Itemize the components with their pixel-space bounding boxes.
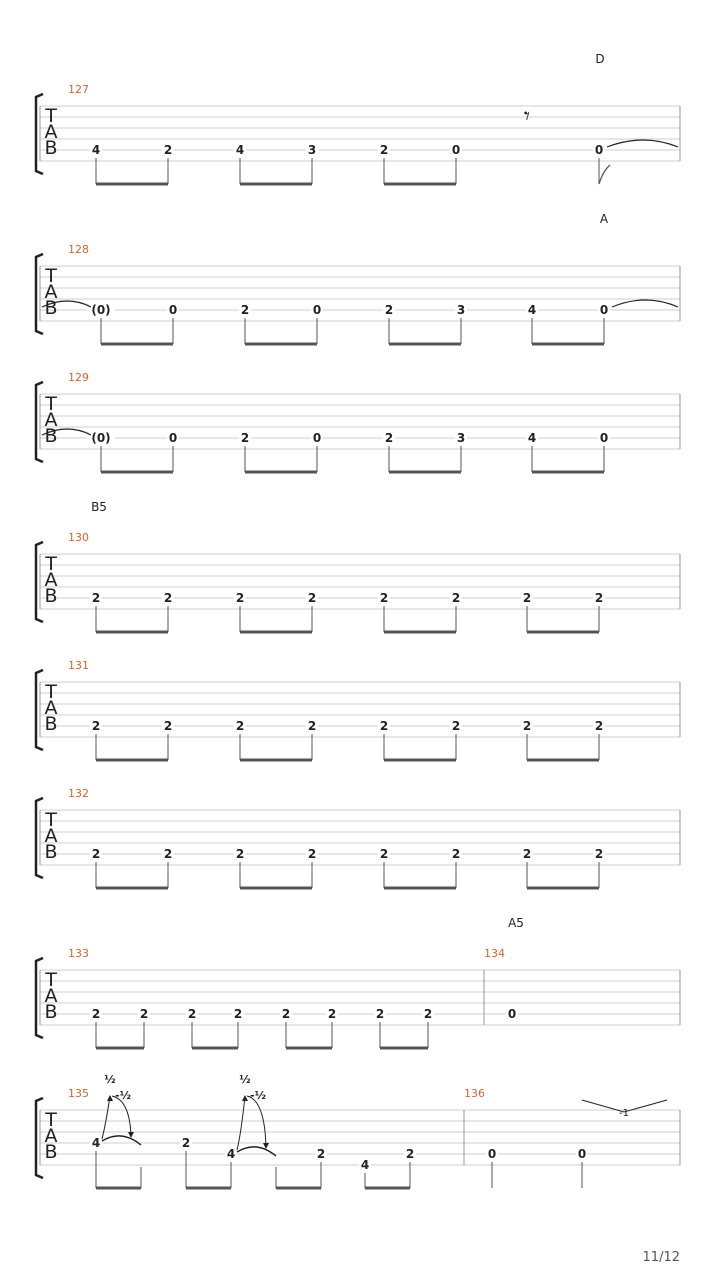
measure-number: 133 bbox=[68, 947, 89, 960]
fret-number: 2 bbox=[423, 1007, 433, 1021]
fret-number: 2 bbox=[379, 143, 389, 157]
fret-number: 2 bbox=[163, 591, 173, 605]
tab-clef-letter: A bbox=[44, 281, 58, 303]
fret-number: 0 bbox=[487, 1147, 497, 1161]
tab-clef-letter: T bbox=[45, 265, 57, 287]
fret-number: 2 bbox=[233, 1007, 243, 1021]
tab-clef-letter: A bbox=[44, 697, 58, 719]
fret-number: 2 bbox=[187, 1007, 197, 1021]
measure-number: 128 bbox=[68, 243, 89, 256]
tab-clef-letter: B bbox=[44, 425, 58, 447]
fret-number: 0 bbox=[168, 431, 178, 445]
fret-number: 2 bbox=[522, 719, 532, 733]
fret-number: 0 bbox=[312, 303, 322, 317]
fret-number: 2 bbox=[281, 1007, 291, 1021]
fret-number: 2 bbox=[379, 591, 389, 605]
bend-curve bbox=[102, 1096, 110, 1139]
fret-number: 4 bbox=[91, 143, 101, 157]
fret-number: 2 bbox=[379, 719, 389, 733]
tab-system bbox=[36, 916, 680, 1048]
tab-system bbox=[36, 1073, 680, 1188]
fret-number: 2 bbox=[163, 719, 173, 733]
measure-number: 131 bbox=[68, 659, 89, 672]
eighth-rest: 𝄾 bbox=[523, 102, 531, 130]
fret-number: 0 bbox=[599, 431, 609, 445]
fret-number: 2 bbox=[594, 847, 604, 861]
tab-system bbox=[36, 659, 680, 760]
fret-number: 3 bbox=[456, 303, 466, 317]
fret-number: 2 bbox=[316, 1147, 326, 1161]
fret-number: 2 bbox=[163, 847, 173, 861]
release-amount: -½ bbox=[250, 1089, 266, 1102]
tab-clef-letter: A bbox=[44, 121, 58, 143]
fret-number: 2 bbox=[594, 591, 604, 605]
fret-number: 2 bbox=[307, 847, 317, 861]
bend-curve bbox=[237, 1096, 245, 1150]
fret-number: 2 bbox=[235, 719, 245, 733]
tab-clef-letter: A bbox=[44, 569, 58, 591]
tab-clef-letter: T bbox=[45, 681, 57, 703]
measure-number: 136 bbox=[464, 1087, 485, 1100]
measure-number: 132 bbox=[68, 787, 89, 800]
tab-system bbox=[36, 371, 680, 472]
fret-number: 2 bbox=[307, 719, 317, 733]
fret-number: 0 bbox=[507, 1007, 517, 1021]
fret-number: 2 bbox=[240, 431, 250, 445]
bend-amount: ½ bbox=[104, 1073, 116, 1086]
tab-clef-letter: B bbox=[44, 585, 58, 607]
fret-number: 0 bbox=[599, 303, 609, 317]
fret-number: 2 bbox=[522, 591, 532, 605]
fret-number: 4 bbox=[527, 431, 537, 445]
fret-number: 2 bbox=[451, 847, 461, 861]
release-amount: -½ bbox=[115, 1089, 131, 1102]
tie-arc bbox=[102, 1136, 141, 1145]
release-curve bbox=[247, 1096, 266, 1148]
tie-arc bbox=[612, 300, 678, 307]
measure-number: 130 bbox=[68, 531, 89, 544]
measure-number: 135 bbox=[68, 1087, 89, 1100]
fret-number: 2 bbox=[594, 719, 604, 733]
tab-system bbox=[36, 787, 680, 888]
tab-system bbox=[36, 52, 680, 184]
fret-number: 2 bbox=[240, 303, 250, 317]
fret-number: 3 bbox=[456, 431, 466, 445]
fret-number: 2 bbox=[384, 303, 394, 317]
tab-clef-letter: T bbox=[45, 105, 57, 127]
fret-number: 2 bbox=[139, 1007, 149, 1021]
fret-number: 2 bbox=[384, 431, 394, 445]
tab-system bbox=[36, 212, 680, 344]
fret-number: 0 bbox=[312, 431, 322, 445]
fret-number: 2 bbox=[522, 847, 532, 861]
fret-number: 2 bbox=[91, 591, 101, 605]
fret-number: 2 bbox=[307, 591, 317, 605]
fret-number: 0 bbox=[577, 1147, 587, 1161]
tab-clef-letter: B bbox=[44, 137, 58, 159]
chord-name: D bbox=[595, 52, 605, 66]
measure-number: 129 bbox=[68, 371, 89, 384]
measure-number: 127 bbox=[68, 83, 89, 96]
tab-clef-letter: T bbox=[45, 553, 57, 575]
bend-amount: ½ bbox=[239, 1073, 251, 1086]
tab-clef-letter: T bbox=[45, 393, 57, 415]
tab-clef-letter: A bbox=[44, 1125, 58, 1147]
fret-number: 4 bbox=[226, 1147, 236, 1161]
fret-number: 2 bbox=[451, 719, 461, 733]
tab-clef-letter: B bbox=[44, 1141, 58, 1163]
measure-number: 134 bbox=[484, 947, 505, 960]
page-number: 11/12 bbox=[642, 1250, 680, 1265]
tie-arc bbox=[607, 140, 678, 147]
fret-number: 2 bbox=[91, 1007, 101, 1021]
note-flag bbox=[599, 165, 610, 184]
whammy-amount: -1 bbox=[619, 1108, 629, 1119]
fret-number: 0 bbox=[168, 303, 178, 317]
tab-clef-letter: B bbox=[44, 1001, 58, 1023]
tab-clef-letter: A bbox=[44, 985, 58, 1007]
fret-number: 0 bbox=[594, 143, 604, 157]
fret-number: 2 bbox=[235, 847, 245, 861]
fret-number: 2 bbox=[91, 719, 101, 733]
tab-system bbox=[36, 500, 680, 632]
fret-number: 4 bbox=[235, 143, 245, 157]
release-curve bbox=[112, 1096, 131, 1137]
tab-clef-letter: B bbox=[44, 713, 58, 735]
fret-number: (0) bbox=[91, 303, 111, 317]
tab-clef-letter: T bbox=[45, 809, 57, 831]
chord-name: B5 bbox=[91, 500, 107, 514]
tab-clef-letter: B bbox=[44, 841, 58, 863]
fret-number: 2 bbox=[375, 1007, 385, 1021]
fret-number: 3 bbox=[307, 143, 317, 157]
tab-clef-letter: A bbox=[44, 409, 58, 431]
fret-number: (0) bbox=[91, 431, 111, 445]
fret-number: 4 bbox=[527, 303, 537, 317]
tab-clef-letter: T bbox=[45, 1109, 57, 1131]
tab-clef-letter: B bbox=[44, 297, 58, 319]
fret-number: 2 bbox=[405, 1147, 415, 1161]
fret-number: 2 bbox=[163, 143, 173, 157]
fret-number: 4 bbox=[360, 1158, 370, 1172]
fret-number: 4 bbox=[91, 1136, 101, 1150]
fret-number: 2 bbox=[327, 1007, 337, 1021]
fret-number: 0 bbox=[451, 143, 461, 157]
tab-clef-letter: A bbox=[44, 825, 58, 847]
tab-clef-letter: T bbox=[45, 969, 57, 991]
fret-number: 2 bbox=[235, 591, 245, 605]
fret-number: 2 bbox=[451, 591, 461, 605]
chord-name: A5 bbox=[508, 916, 524, 930]
fret-number: 2 bbox=[379, 847, 389, 861]
fret-number: 2 bbox=[91, 847, 101, 861]
tie-arc bbox=[237, 1147, 276, 1156]
chord-name: A bbox=[599, 212, 609, 226]
fret-number: 2 bbox=[181, 1136, 191, 1150]
